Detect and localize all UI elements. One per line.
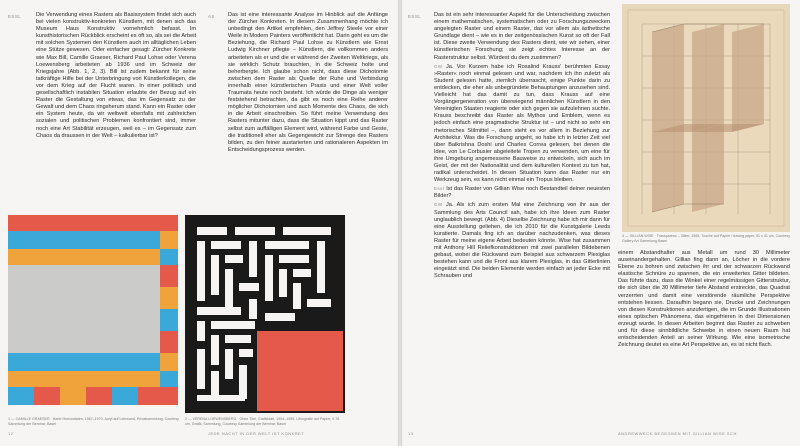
right-page <box>402 0 800 446</box>
page-number: 13 <box>408 431 414 436</box>
speaker-label: GW <box>434 63 443 69</box>
left-page <box>0 0 398 446</box>
figure-wise <box>622 4 790 232</box>
wise-drawing <box>622 4 790 232</box>
figure-caption: 1 — CAMILLE GRAESER · Harte Horizontalen, 1967–1970, Acryl auf Leinwand, Privatsammlung, Courtesy Sammlung der Bernhar, Basel <box>8 417 179 426</box>
graeser-painting <box>8 215 178 413</box>
answer-text: Ja. Als ich zum ersten Mal eine Zeichnung von ihr aus der Sammlung des Arts Council sah, habe ich ihre Ideen zum Raster unglaublich bewegt. (Abb. 4) Dieselbe Zeichnung habe ich mir dann für eine Ausstellung geliehen, die ich 2010 für die Kunstgalerie Leeds kuratierte. Damals fing ich an darüber nachzudenken, was dieses Raster für meine eigene Arbeit bedeuten könnte. Wise hat zusammen mit Anthony Hill Reliefkonstruktionen mit zwei parallelen Bildebenen gebaut, wobei die Rückwand zum Beispiel aus schwarzem Plexiglas bestehen kann und die Front aus klarem Plexiglas, in das Gitterlinien eingeätzt sind. Die beiden Elemente werden einfach an jeder Ecke mit Schrauben und <box>434 202 610 280</box>
speaker-label: AS <box>208 14 215 19</box>
speaker-label: ESSL <box>8 14 22 19</box>
speaker-label: GW <box>434 202 443 208</box>
figure-graeser <box>8 215 178 413</box>
left-column-1 <box>36 12 196 141</box>
paragraph: Das ist ein sehr interessanter Aspekt für die Unterscheidung zwischen einem mathematischen, systematischen oder zu Forschungszwecken angelegten Raster und einem Raster, das vor allem als ästhetische Grundlage dient – wie es in der zeitgenössischen Kunst so oft der Fall ist. Diese zweite Verwendung des Rasters dient, wie wir sehen, einer künstlerischen Forschung; sie zeigt echtes Interesse an der Rasterstruktur selbst. Würdest du dem zustimmen? <box>434 12 610 61</box>
question-text: Ist das Raster von Gillian Wise noch Bestandteil deiner neuesten Bilder? <box>434 186 610 200</box>
speaker-label: ESSL <box>408 14 422 19</box>
speaker-label: Essl <box>434 186 445 192</box>
running-title: ANDREWWECK BEGEGNEN MIT GILLIAN WISE SCH <box>618 431 737 436</box>
right-column-1 <box>434 12 610 281</box>
running-title: JEDE NACHT IN DER WELT IST KONKRET <box>208 431 305 436</box>
paragraph-question <box>434 185 610 200</box>
paragraph: Die Verwendung eines Rasters als Basissystem findet sich auch bei vielen konstruktiv-konkreten Künstlern, mit denen sich das Museum Haus Konstruktiv vornehmlich befasst. Im kunsthistorischen Rückblick erscheint es oft so, als sei die Arbeit mit solchen Systemen den Künstlern auch im alltäglichen Leben eine Stütze gewesen. Oder einfacher gesagt: Zürcher Konkrete wie Max Bill, Camille Graeser, Richard Paul Lohse oder Verena Loewensberg arbeiteten ab 1936 und im Schweiz der Kriegsjahre (Abb. 1, 2, 3). Bill ist zudem bekannt für seine tatkräftige Hilfe bei der Unterbringung von Künstlerkollegen, die vor dem Krieg auf der Flucht waren. In einer politisch und gesellschaftlich instabilen Situation erlaubte der Bezug auf ein Raster die Gestaltung von etwas, das im Gegensatz zu der Gewalt und dem Chaos ringsherum stand. Kann ein Raster oder ein System heute, da wir weltweit ebenfalls mit zahlreichen sozialen und politischen Problemen konfrontiert sind, immer noch eine Art Stabilität erzeugen, weil es – im Gegensatz zum Chaos da draussen in der Welt – kalkulierbar ist? <box>36 12 196 139</box>
figure-caption: 4 — GILLIAN WISE · Transparenz – Gitter, 1965, Tusche auf Papier / tracing paper, 51 x 41 cm, Courtesy Gallery Art Sammlung Basel <box>622 234 790 243</box>
figure-loewensberg <box>185 215 345 413</box>
figure-caption: 2 — VERENA LOEWENSBERG · Ohne Titel, Grafikblatt, 1954–1955, Lithografie auf Papier, 0.76 cm, Grafik, Sammlung, Courtesy Sammlung der Bernhar, Basel <box>185 417 340 426</box>
page-number: 12 <box>8 431 14 436</box>
loewensberg-print <box>185 215 345 413</box>
right-column-2 <box>618 250 790 350</box>
paragraph: Das ist eine interessante Analyse im Hinblick auf die Anfänge der Zürcher Konkreten. In diesem Zusammenhang möchte ich unbedingt den Artikel empfehlen, den Jeffrey Steele vor einer Weile in Modern Painters veröffentlicht hat. Darin geht es um die Beziehung, die Richard Paul Lohse zu Künstlern wie Ernst Ludwig Kirchner pflegte – Künstlern, die vollkommen anders arbeiteten als er und die er während der Zweiten Weltkriegs, als sie wirklich Schutz brauchten, in die Schweiz holte und beherbergte. Ich glaube schon nicht, dass diese Dichotomie zwischen dem Raster als Quelle der Ruhe und Verbindung innerhalb einer künstlerischen Praxis und einer Welt voller Traumata heute noch besteht. Ich würde die Dinge als weniger feststehend betrachten, da gibt es noch eine Reihe anderer möglicher Dichotomien und auch Momente des Chaos, die sich in die Arbeit einschreiben. So führt meine Verwendung des Rasters mitunter dazu, dass die Situation kippt und das Raster selbst zum auffälligen Element wird, während Farbe und Geste, die traditionell eher als Gegengewicht zur Strenge des Rasters bilden, zu den feiner austarierten und rationaleren Aspekten im Entscheidungsprozess werden. <box>228 12 388 153</box>
paragraph: einem Abstandhalter aus Metall um rund 30 Millimeter auseinandergehalten. Gillian fing dann an, Löcher in die vordere Ebene zu bohren und zwischen ihr und der schwarzen Rückwand elastische Schnüre zu spannen, die ein erweitertes Gitter bildeten. Das führte dazu, dass die Winkel einer regelmässigen Gitterstruktur, die sich über die 30 Millimeter tiefe Abstand erstreckte, das Quadrat verzerrten und damit eine verstörende räumliche Perspektive entstehen liessen. Daraufhin begann sie, Drucke und Zeichnungen von diesen Konstruktionen anzufertigen, die im Grunde Illustrationen eines optischen Phänomens, das eingefrieren in drei Dimensionen erzeugt wurde. In diesen Arbeiten beginnt das Raster zu schweben und für diese sinnbildliche Schwebe in einen neuen Raum hat entscheidenden Anteil an seiner Wirkung. Wie eine isometrische Zeichnung deutet es eine Art Perspektive an, es ist nicht flach. <box>618 250 790 349</box>
answer-text: Ja. Vor Kurzem habe ich Rosalind Krauss' berühmten Essay »Raster« noch einmal gelesen und war, nachdem ich ihn zuletzt als Student gelesen hatte, ziemlich überrascht, einige Punkte darin zu entdecken, die eher als unbegründete Behauptungen anzusehen sind. Vielleicht hat das damit zu tun, dass Krauss auf eine Vorgängergeneration von überwiegend männlichen Künstlern in den Vereinigten Staaten reagierte oder sich gegen sie aufzulehnen suchte. Krauss beschreibt das Raster als Mythos und Emblem, wenn es jedoch einfach eine pragmatische Struktur ist – und nicht so sehr ein rhetorisches Stilmittel –, dann steht es vor allem in Beziehung zur Architektur. Was die Forschung angeht, so habe ich in letzter Zeit viel über Balkrishna Doshi und Charles Correa gelesen, bei denen die Idee, von Le Corbusier abgeleitete Tropen zu verwenden, um eine für ihre Umgebung angemessene Bauweise zu entwickeln, sich auch im Geist, der mit der Nationalität und dem kulturellen Kontext zu tun hat, radikal unterscheidet. In diesen Situation kann das Raster nur ein Werkzeug sein, es kann nicht einmal ein Tropus bleiben. <box>434 63 610 184</box>
paragraph-answer <box>434 201 610 280</box>
paragraph-answer <box>434 63 610 185</box>
left-column-2 <box>228 12 388 155</box>
